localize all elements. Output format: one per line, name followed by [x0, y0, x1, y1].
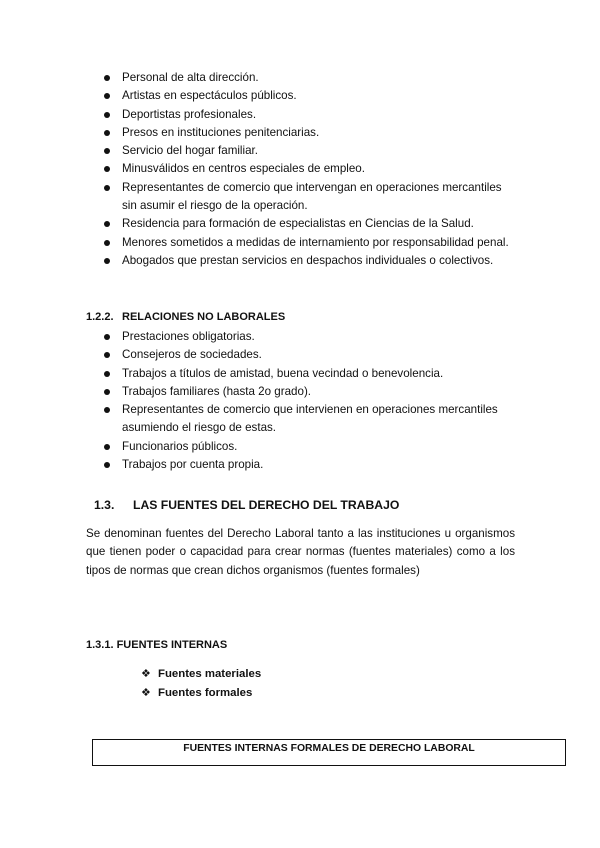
bullet-icon [104, 221, 110, 227]
list-item [141, 665, 261, 684]
list-item-text: Personal de alta dirección. [122, 71, 259, 84]
bullet-icon [104, 240, 110, 246]
list-item-text: Artistas en espectáculos públicos. [122, 89, 297, 103]
section-heading-fuentes-internas: 1.3.1. FUENTES INTERNAS [86, 639, 228, 651]
list-item [0, 383, 600, 401]
list-item [0, 365, 600, 383]
list-item [0, 142, 600, 160]
list-item [0, 69, 600, 87]
list-item [0, 328, 600, 346]
diamond-bullet-icon: ❖ [141, 687, 151, 699]
list-item-text: Menores sometidos a medidas de internamiento por responsabilidad penal. [122, 235, 509, 249]
list-item [0, 87, 600, 105]
section-number: 1.3. [94, 498, 115, 512]
bullet-icon [104, 352, 110, 358]
list-item [0, 438, 600, 456]
section-title: RELACIONES NO LABORALES [122, 311, 286, 323]
list-item [0, 215, 600, 233]
list-item [0, 401, 600, 438]
list-item [0, 234, 600, 252]
list-item-text: Consejeros de sociedades. [122, 348, 262, 362]
bullet-icon [104, 389, 110, 395]
bullet-icon [104, 462, 110, 468]
list-item [0, 124, 600, 142]
list-item [0, 106, 600, 124]
bullet-icon [104, 148, 110, 154]
list-item-text: Funcionarios públicos. [122, 439, 238, 453]
list-item [0, 346, 600, 364]
list-item-text: Fuentes materiales [158, 668, 262, 680]
diamond-bullet-icon: ❖ [141, 668, 151, 680]
bullet-icon [104, 185, 110, 191]
boxed-table-title: FUENTES INTERNAS FORMALES DE DERECHO LABORAL [92, 739, 566, 766]
section-paragraph: Se denominan fuentes del Derecho Laboral tanto a las instituciones u organismos que tienen poder o capacidad para crear normas (fuentes materiales) como a los tipos de normas que crean dichos organismos (fuentes formales) [86, 527, 515, 577]
list-item-text: Servicio del hogar familiar. [122, 144, 258, 158]
list-item-text: Fuentes formales [158, 687, 253, 699]
bullet-icon [104, 334, 110, 340]
list-item-text: Deportistas profesionales. [122, 107, 257, 121]
bullet-icon [104, 166, 110, 172]
bullet-icon [104, 112, 110, 118]
list-item [141, 684, 261, 703]
list-item [0, 456, 600, 474]
list-item [0, 179, 600, 216]
bullet-icon [104, 130, 110, 136]
bullet-list-no-laborales [0, 328, 600, 474]
list-item [0, 160, 600, 178]
list-item-text: Abogados que prestan servicios en despachos individuales o colectivos. [122, 253, 494, 267]
section-title: LAS FUENTES DEL DERECHO DEL TRABAJO [133, 498, 400, 512]
list-item-text: Trabajos a títulos de amistad, buena vecindad o benevolencia. [122, 366, 444, 380]
bullet-icon [104, 407, 110, 413]
list-item-text: Minusválidos en centros especiales de empleo. [122, 162, 365, 176]
bullet-icon [104, 444, 110, 450]
list-item-text: Prestaciones obligatorias. [122, 330, 255, 343]
diamond-list-fuentes-internas [141, 665, 261, 703]
section-heading-fuentes-derecho-trabajo [94, 498, 399, 512]
bullet-icon [104, 75, 110, 81]
bullet-icon [104, 371, 110, 377]
section-heading-relaciones-no-laborales [86, 311, 285, 323]
bullet-icon [104, 258, 110, 264]
list-item-text: Representantes de comercio que intervienen en operaciones mercantiles asumiendo el riesgo de estas. [122, 403, 498, 435]
list-item-text: Trabajos familiares (hasta 2o grado). [122, 384, 312, 398]
list-item-text: Presos en instituciones penitenciarias. [122, 125, 320, 139]
bullet-list-laborales-especiales [0, 69, 600, 270]
bullet-icon [104, 93, 110, 99]
section-number: 1.2.2. [86, 311, 114, 323]
list-item-text: Residencia para formación de especialistas en Ciencias de la Salud. [122, 217, 474, 231]
list-item-text: Representantes de comercio que intervengan en operaciones mercantiles sin asumir el riesgo de la operación. [122, 180, 502, 213]
list-item-text: Trabajos por cuenta propia. [122, 458, 264, 472]
list-item [0, 252, 600, 270]
